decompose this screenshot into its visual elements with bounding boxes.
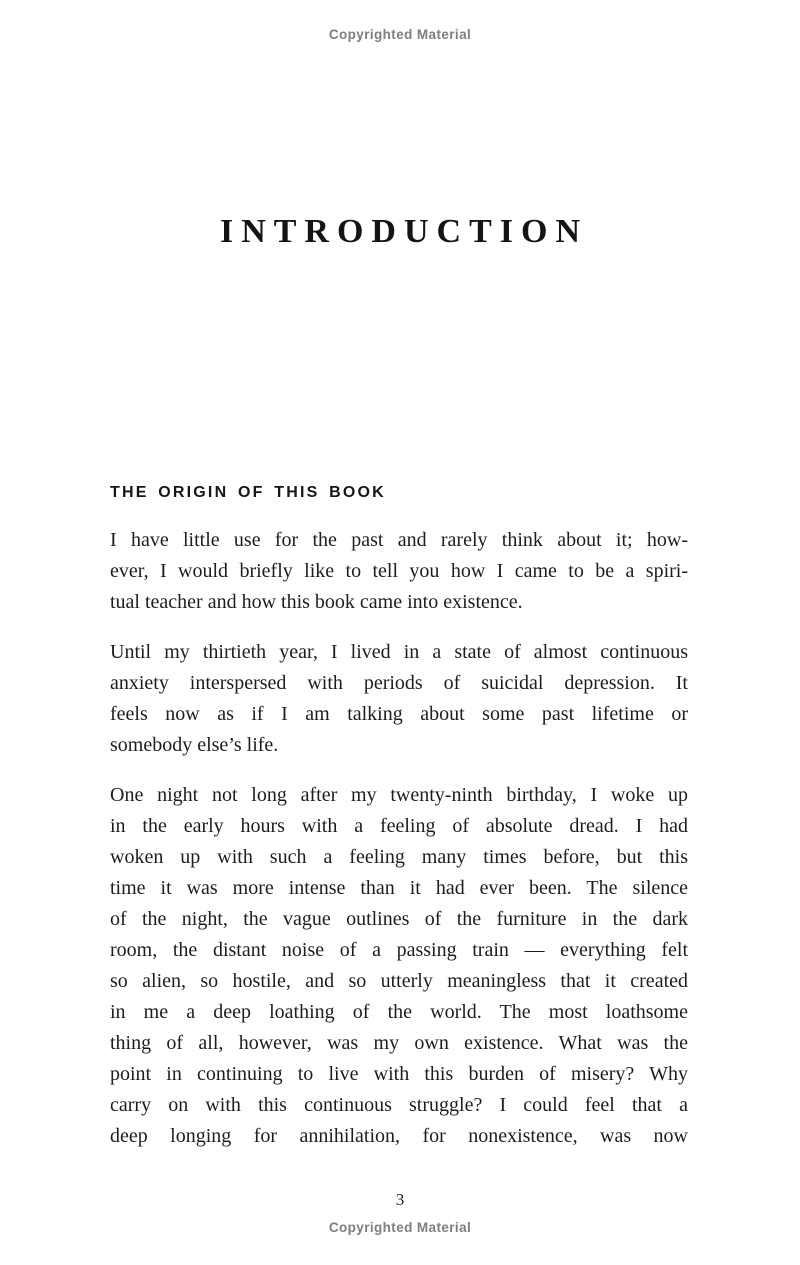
page-number: 3 xyxy=(395,1190,405,1209)
body-line: in the early hours with a feeling of absolute dread. I had xyxy=(110,815,688,837)
body-line: One night not long after my twenty-ninth birthday, I woke up xyxy=(110,784,688,806)
body-line: in me a deep loathing of the world. The most loathsome xyxy=(110,1001,688,1023)
body-line: ever, I would briefly like to tell you how I came to be a spiri- xyxy=(110,560,688,582)
copyright-notice-top: Copyrighted Material xyxy=(328,27,472,42)
body-line: carry on with this continuous struggle? I could feel that a xyxy=(110,1094,688,1116)
body-line: woken up with such a feeling many times before, but this xyxy=(110,846,688,868)
body-line: somebody else’s life. xyxy=(110,734,279,756)
body-line: room, the distant noise of a passing train — everything felt xyxy=(110,939,688,961)
body-line: tual teacher and how this book came into existence. xyxy=(110,591,523,613)
body-text xyxy=(110,525,688,1152)
body-line: I have little use for the past and rarely think about it; how- xyxy=(110,529,688,551)
copyright-notice-bottom: Copyrighted Material xyxy=(328,1220,472,1235)
body-line: Until my thirtieth year, I lived in a state of almost continuous xyxy=(110,641,688,663)
body-line: thing of all, however, was my own existence. What was the xyxy=(110,1032,688,1054)
paragraph-3 xyxy=(110,780,688,1152)
body-line: deep longing for annihilation, for nonexistence, was now xyxy=(110,1125,688,1147)
paragraph-1 xyxy=(110,525,688,618)
body-line: point in continuing to live with this burden of misery? Why xyxy=(110,1063,688,1085)
body-line: of the night, the vague outlines of the furniture in the dark xyxy=(110,908,688,930)
paragraph-2 xyxy=(110,637,688,761)
chapter-title: INTRODUCTION xyxy=(219,212,589,250)
body-line: so alien, so hostile, and so utterly meaningless that it created xyxy=(110,970,688,992)
body-line: time it was more intense than it had ever been. The silence xyxy=(110,877,688,899)
body-line: feels now as if I am talking about some past lifetime or xyxy=(110,703,688,725)
section-heading: THE ORIGIN OF THIS BOOK xyxy=(110,484,386,502)
body-line: anxiety interspersed with periods of suicidal depression. It xyxy=(110,672,688,694)
